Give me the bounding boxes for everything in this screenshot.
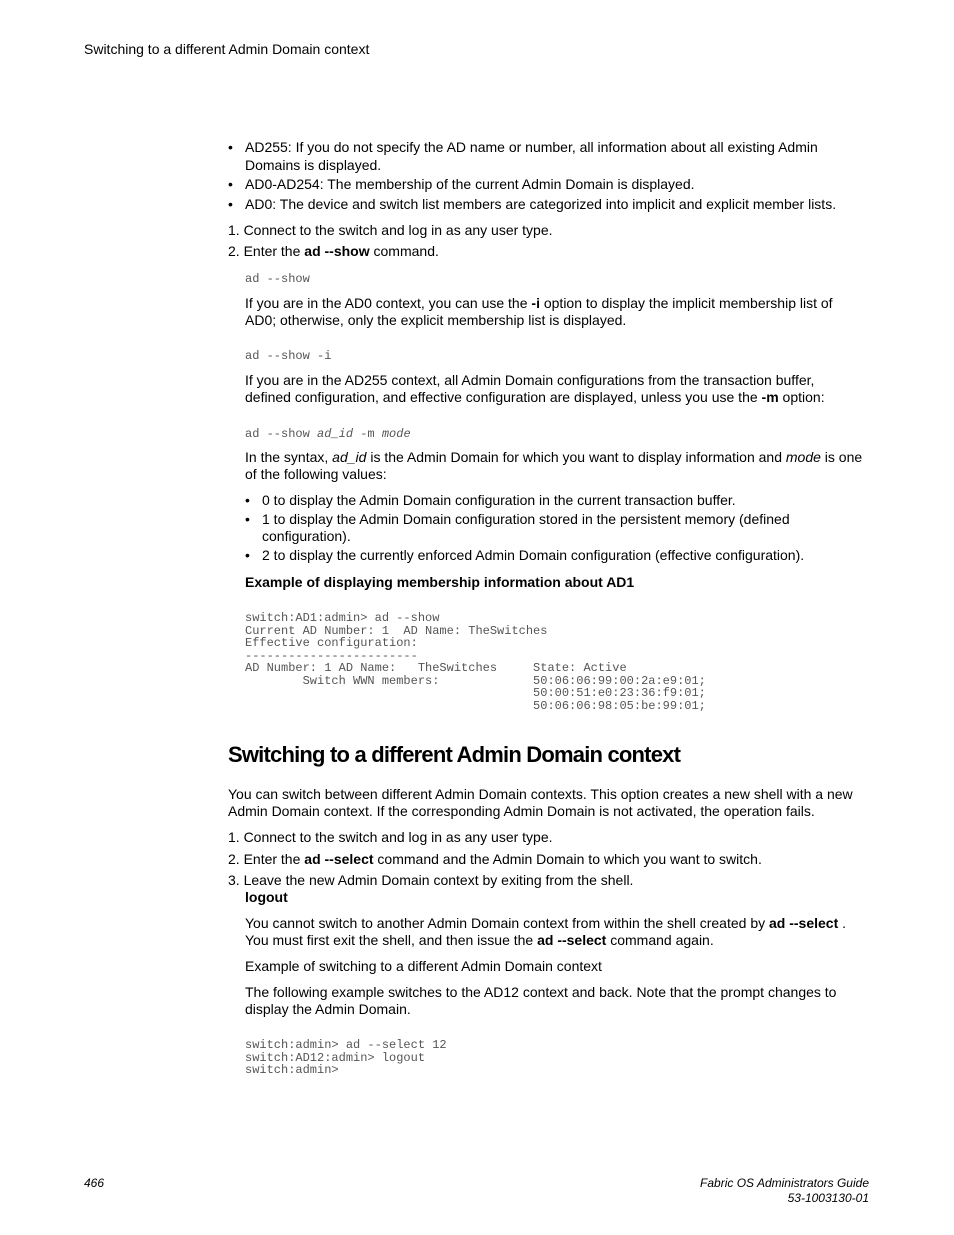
intro-line1: You can switch between different Admin Domain contexts. This option creates a new shell with a new (228, 786, 853, 802)
bullet-icon: • (228, 196, 233, 212)
code-ad-show-i: ad --show -i (245, 349, 332, 363)
para-ad0-line1: If you are in the AD0 context, you can use the -i option to display the implicit membership list of (245, 295, 833, 311)
step-enter-show: 2. Enter the ad --show command. (228, 243, 439, 259)
example1-title: Example of displaying membership information about AD1 (245, 574, 635, 590)
para-ad0-line2: AD0; otherwise, only the explicit membership list is displayed. (245, 312, 627, 328)
bullet-icon: • (245, 511, 250, 527)
page-number: 466 (84, 1176, 105, 1190)
footer-guide-info (700, 1176, 869, 1206)
guide-title: Fabric OS Administrators Guide (700, 1176, 869, 1190)
step-connect-2: 1. Connect to the switch and log in as any user type. (228, 829, 553, 845)
para-example2-line1: The following example switches to the AD12 context and back. Note that the prompt changes to (245, 984, 837, 1000)
example2-title: Example of switching to a different Admin Domain context (245, 958, 602, 974)
para-switch-line2: You must first exit the shell, and then issue the ad --select command again. (245, 932, 714, 948)
para-example2-line2: display the Admin Domain. (245, 1001, 411, 1017)
bullet-icon: • (245, 547, 250, 563)
logout-command: logout (245, 889, 288, 905)
step-enter-select: 2. Enter the ad --select command and the Admin Domain to which you want to switch. (228, 851, 762, 867)
bullet-icon: • (245, 492, 250, 508)
para-syntax-line2: of the following values: (245, 466, 387, 482)
code-ad-show: ad --show (245, 272, 310, 286)
bullet-icon: • (228, 139, 233, 155)
running-header: Switching to a different Admin Domain context (84, 41, 370, 57)
intro-line2: Admin Domain context. If the corresponding Admin Domain is not activated, the operation fails. (228, 803, 815, 819)
para-ad255-line2: defined configuration, and effective configuration are displayed, unless you use the -m option: (245, 389, 825, 405)
para-syntax-line1: In the syntax, ad_id is the Admin Domain for which you want to display information and mode is one (245, 449, 863, 465)
step-leave-context: 3. Leave the new Admin Domain context by exiting from the shell. (228, 872, 634, 888)
code-example-select: switch:admin> ad --select 12 switch:AD12:admin> logout switch:admin> (245, 1038, 447, 1077)
para-ad255-line1: If you are in the AD255 context, all Admin Domain configurations from the transaction buffer, (245, 372, 815, 388)
para-switch-line1: You cannot switch to another Admin Domain context from within the shell created by ad --select . (245, 915, 847, 931)
section-heading: Switching to a different Admin Domain context (228, 742, 681, 767)
bullet-icon: • (228, 176, 233, 192)
code-example-membership: switch:AD1:admin> ad --show Current AD Number: 1 AD Name: TheSwitches Effective configuration: ------------------------ AD Number: 1 AD Name: TheSwitches State: Active Switch WWN members: 50:06:06:99:00:2a:e9:01; 50:00:51:e0:23:36:f9:01; 50:06:06:98:05:be:99:01; (245, 611, 706, 713)
code-ad-show-syntax: ad --show ad_id -m mode (245, 427, 411, 441)
step-connect: 1. Connect to the switch and log in as any user type. (228, 222, 553, 238)
doc-number: 53-1003130-01 (787, 1191, 869, 1205)
